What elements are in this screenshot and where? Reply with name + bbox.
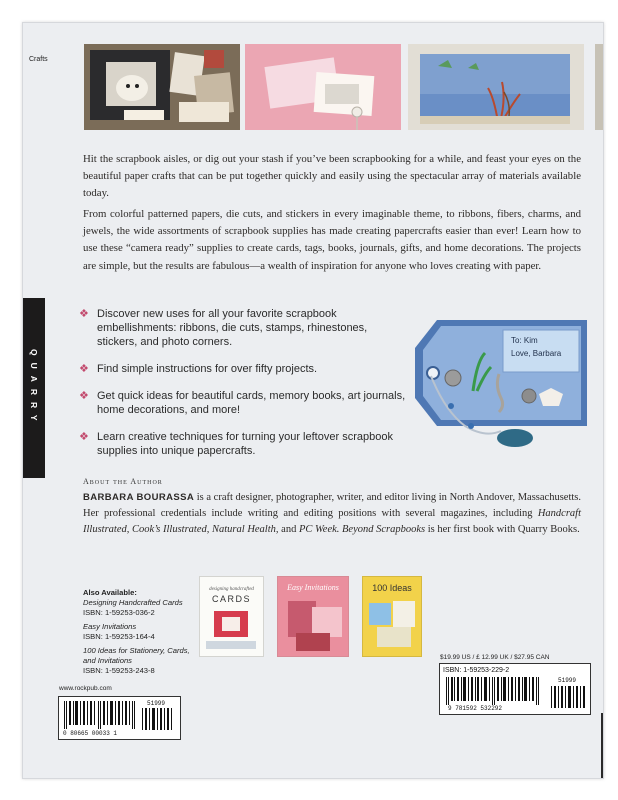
price-line: $19.99 US / £ 12.99 UK / $27.95 CAN xyxy=(440,654,550,661)
upc-addon-digits: 51999 xyxy=(147,700,166,707)
tag-line-to: To: Kim xyxy=(511,336,538,345)
book-cover-designing-handcrafted-cards: designing handcrafted CARDS xyxy=(199,576,264,657)
upc-addon-barcode xyxy=(141,708,175,730)
about-author-heading: About the Author xyxy=(83,477,163,486)
photo-dog-collage xyxy=(84,44,240,130)
feature-list xyxy=(79,307,409,471)
also-available-item: Designing Handcrafted Cards ISBN: 1-59253-036-2 xyxy=(83,598,183,617)
publisher-website: www.rockpub.com xyxy=(59,685,112,692)
upc-barcode xyxy=(63,701,137,729)
about-author-paragraph: BARBARA BOURASSA is a craft designer, photographer, writer, and editor living in North Andover, Massachusetts. Her professional credentials include writing and editing positions with several magazines, including Handcraft Illustrated, Cook’s Illustrated, Natural Health, and PC Week. Beyond Scrapbooks is her first book with Quarry Books. xyxy=(83,492,581,535)
feature-text: Learn creative techniques for turning your leftover scrapbook supplies into unique papercrafts. xyxy=(97,431,393,457)
gift-tag-photo xyxy=(415,316,593,451)
isbn-addon-barcode xyxy=(550,686,586,708)
also-available-item: 100 Ideas for Stationery, Cards, and Invitations ISBN: 1-59253-243-8 xyxy=(83,646,190,675)
photo-partial-edge xyxy=(595,44,603,130)
isbn-label: ISBN: 1-59253-229-2 xyxy=(443,667,510,674)
also-available-item: Easy Invitations ISBN: 1-59253-164-4 xyxy=(83,622,155,641)
book-cover-100-ideas: 100 Ideas xyxy=(362,576,422,657)
photo-pink-card xyxy=(245,44,401,130)
also-available xyxy=(83,588,203,680)
publisher-spine-strip xyxy=(23,298,45,478)
upc-digits: 0 80665 00033 1 xyxy=(63,730,118,737)
intro-paragraph-2: From colorful patterned papers, die cuts, and stickers in every imaginable theme, to ribbons, fibers, charms, and jewels, the wide assortments of scrapbook supplies has made creating papercrafts easier than ever! Learn how to use these “camera ready” supplies to create cards, tags, books, journals, gifts, and home decorations. The projects are simple, but the results are fabulous—a wealth of inspiration for anyone who loves creating with paper. xyxy=(83,208,581,272)
feature-item xyxy=(79,389,409,417)
intro-paragraph-1: Hit the scrapbook aisles, or dig out your stash if you’ve been scrapbooking for a while, and feast your eyes on the beautiful paper crafts that can be put together quickly and easily using the spectacular array of materials available today. xyxy=(83,153,581,200)
diamond-bullet-icon: ❖ xyxy=(79,308,89,320)
feature-text: Find simple instructions for over fifty projects. xyxy=(97,363,318,375)
feature-text: Discover new uses for all your favorite scrapbook embellishments: ribbons, die cuts, stamps, rhinestones, stickers, and photo corners. xyxy=(97,308,368,348)
isbn-addon-digits: 51999 xyxy=(558,677,577,684)
publisher-spine-label: QUARRY xyxy=(29,348,39,428)
book-cover-easy-invitations: Easy Invitations xyxy=(277,576,349,657)
also-available-heading: Also Available: xyxy=(83,588,137,597)
isbn-barcode xyxy=(444,677,544,705)
feature-item xyxy=(79,307,409,349)
diamond-bullet-icon: ❖ xyxy=(79,390,89,402)
author-name: BARBARA BOURASSA xyxy=(83,492,195,503)
photo-seascape-collage xyxy=(408,44,584,130)
feature-item xyxy=(79,430,409,458)
diamond-bullet-icon: ❖ xyxy=(79,363,89,375)
isbn-barcode-box xyxy=(439,663,591,715)
category-label: Crafts xyxy=(29,56,48,63)
upc-barcode-box xyxy=(58,696,181,740)
isbn-digits: 9 781592 532292 xyxy=(448,705,503,712)
diamond-bullet-icon: ❖ xyxy=(79,431,89,443)
feature-text: Get quick ideas for beautiful cards, memory books, art journals, home decorations, and more! xyxy=(97,390,406,416)
tag-line-from: Love, Barbara xyxy=(511,349,562,358)
binding-edge xyxy=(601,713,604,779)
book-back-cover xyxy=(22,22,604,779)
feature-item xyxy=(79,362,409,376)
